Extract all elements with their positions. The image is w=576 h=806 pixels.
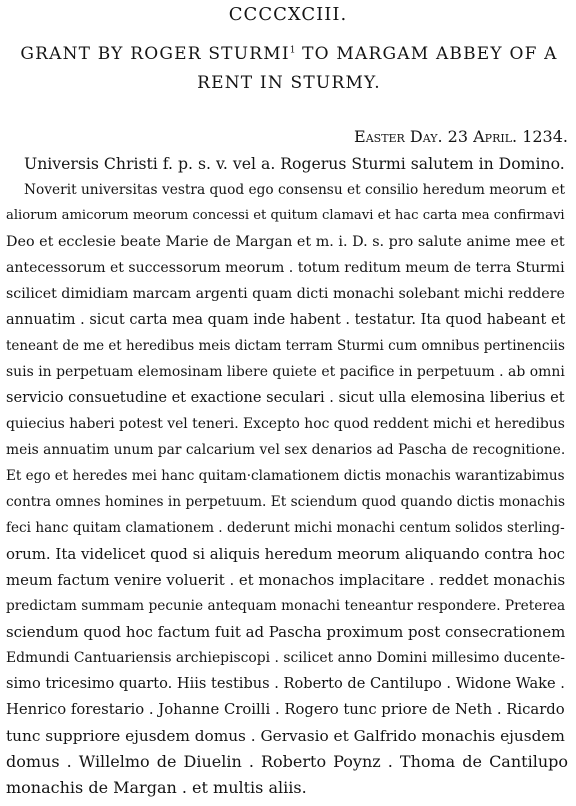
text-line-20: Edmundi Cantuariensis archiepiscopi . scilicet anno Domini millesimo ducente- [6, 650, 565, 666]
text-line-15: feci hanc quitam clamationem . dederunt michi monachi centum solidos sterling- [6, 520, 565, 536]
text-line-21: simo tricesimo quarto. Hiis testibus . Roberto de Cantilupo . Widone Wake . [6, 675, 565, 692]
text-line-3: aliorum amicorum meorum concessi et quitum clamavi et hac carta mea confirmavi [6, 208, 565, 223]
text-line-11: quiecius haberi potest vel teneri. Excepto hoc quod reddent michi et heredibus [6, 416, 565, 432]
text-line-9: suis in perpetuam elemosinam libere quiete et pacifice in perpetuum . ab omni [6, 364, 565, 380]
text-line-7: annuatim . sicut carta mea quam inde habent . testatur. Ita quod habeant et [6, 312, 566, 328]
text-line-16: orum. Ita videlicet quod si aliquis heredum meorum aliquando contra hoc [6, 545, 566, 563]
text-line-14: contra omnes homines in perpetuum. Et sciendum quod quando dictis monachis [6, 494, 566, 510]
title-line-1-end: TO MARGAM ABBEY OF A [295, 44, 558, 64]
text-line-1: Universis Christi f. p. s. v. vel a. Rogerus Sturmi salutem in Domino. [24, 154, 565, 173]
text-line-10: servicio consuetudine et exactione seculari . sicut ulla elemosina liberius et [6, 389, 565, 406]
text-line-17: meum factum venire voluerit . et monachos implacitare . reddet monachis [6, 571, 566, 589]
charter-number: CCCCXCIII. [228, 4, 348, 25]
text-line-24: domus . Willelmo de Diuelin . Roberto Poynz . Thoma de Cantilupo [6, 752, 568, 771]
text-line-13: Et ego et heredes mei hanc quitam·clamationem dictis monachis warantizabimus [6, 468, 565, 484]
text-line-2: Noverit universitas vestra quod ego consensu et consilio heredum meorum et [24, 182, 566, 198]
charter-text [6, 151, 568, 801]
footnote-reference: 1 [289, 45, 296, 56]
charter-date: Easter Day. 23 April. 1234. [354, 127, 568, 146]
text-line-25: monachis de Margan . et multis aliis. [6, 778, 307, 797]
text-line-6: scilicet dimidiam marcam argenti quam dicti monachi solebant michi reddere [6, 286, 565, 302]
text-line-4: Deo et ecclesie beate Marie de Margan et m. i. D. s. pro salute anime mee et [6, 234, 565, 250]
title-line-2: RENT IN STURMY. [197, 73, 381, 93]
title-line-1 [20, 44, 557, 64]
text-line-22: Henrico forestario . Johanne Croilli . Rogero tunc priore de Neth . Ricardo [6, 701, 565, 718]
text-line-18: predictam summam pecunie antequam monachi teneantur respondere. Preterea [6, 598, 566, 614]
text-line-8: teneant de me et heredibus meis dictam terram Sturmi cum omnibus pertinenciis [6, 338, 565, 354]
text-line-23: tunc suppriore ejusdem domus . Gervasio et Galfrido monachis ejusdem [6, 727, 565, 745]
text-line-5: antecessorum et successorum meorum . totum reditum meum de terra Sturmi [6, 260, 565, 276]
title-line-1-start: GRANT BY ROGER STURMI [20, 44, 290, 64]
charter-title [8, 40, 570, 98]
text-line-12: meis annuatim unum par calcarium vel sex denarios ad Pascha de recognitione. [6, 442, 566, 458]
text-line-19: sciendum quod hoc factum fuit ad Pascha proximum post consecrationem [6, 623, 566, 641]
